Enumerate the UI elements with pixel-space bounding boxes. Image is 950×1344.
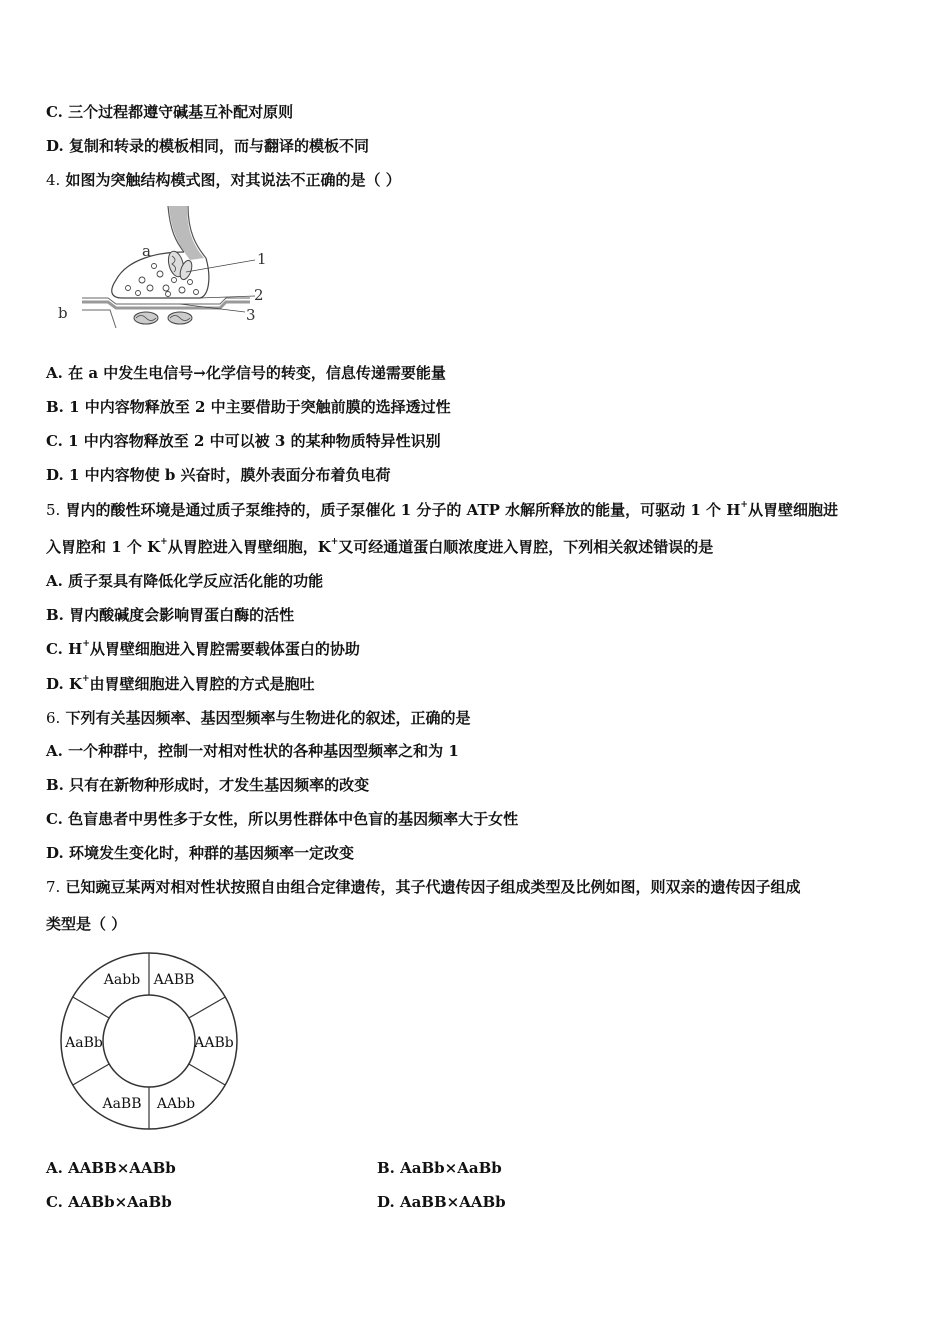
option-text: 胃内酸碱度会影响胃蛋白酶的活性	[69, 606, 295, 624]
q5-option-c	[46, 639, 360, 659]
genotype-ring-diagram	[56, 948, 242, 1134]
option-text: 一个种群中，控制一对相对性状的各种基因型频率之和为 1	[68, 742, 459, 760]
question-text: 类型是（ ）	[46, 915, 127, 933]
superscript: +	[160, 537, 168, 547]
superscript: +	[82, 639, 90, 649]
question-text: 已知豌豆某两对相对性状按照自由组合定律遗传，其子代遗传因子组成类型及比例如图，则双亲的遗传因子组成	[65, 878, 801, 896]
synapse-diagram	[50, 200, 280, 335]
q7-option-b	[377, 1158, 502, 1178]
ring-segment-2: AABB	[153, 972, 195, 988]
option-label: A.	[46, 364, 63, 382]
ring-segment-3: AABb	[194, 1035, 234, 1051]
label-a: a	[142, 242, 151, 260]
option-text: 1 中内容物释放至 2 中可以被 3 的某种物质特异性识别	[68, 432, 441, 450]
q7-stem-line2	[46, 914, 126, 934]
label-b: b	[58, 304, 68, 322]
option-text: 色盲患者中男性多于女性，所以男性群体中色盲的基因频率大于女性	[68, 810, 519, 828]
question-text: 又可经通道蛋白顺浓度进入胃腔，下列相关叙述错误的是	[338, 538, 714, 556]
q3-option-d	[46, 136, 369, 156]
q7-option-a	[46, 1158, 176, 1178]
question-text: 下列有关基因频率、基因型频率与生物进化的叙述，正确的是	[65, 709, 471, 727]
option-text: AaBb×AaBb	[400, 1159, 502, 1177]
option-label: A.	[46, 742, 63, 760]
option-label: A.	[46, 572, 63, 590]
q4-option-b	[46, 397, 451, 417]
q6-option-d	[46, 843, 354, 863]
question-text: 入胃腔和 1 个 K	[46, 538, 161, 556]
option-label: A.	[46, 1159, 63, 1177]
question-number: 5.	[46, 501, 61, 519]
option-label: D.	[46, 675, 64, 693]
q6-option-a	[46, 741, 459, 761]
ring-segment-6: AaBb	[65, 1035, 103, 1051]
option-text: AABB×AABb	[68, 1159, 176, 1177]
question-text: 胃内的酸性环境是通过质子泵维持的，质子泵催化 1 分子的 ATP 水解所释放的能量，可驱动 1 个 H	[65, 501, 741, 519]
option-text: 1 中内容物使 b 兴奋时，膜外表面分布着负电荷	[68, 466, 391, 484]
option-text: 在 a 中发生电信号→化学信号的转变，信息传递需要能量	[68, 364, 446, 382]
label-2: 2	[254, 286, 264, 304]
question-number: 7.	[46, 878, 61, 896]
superscript: +	[330, 537, 339, 547]
option-text: 三个过程都遵守碱基互补配对原则	[68, 103, 294, 121]
option-label: C.	[46, 810, 63, 828]
q6-option-b	[46, 775, 369, 795]
option-text: 只有在新物种形成时，才发生基因频率的改变	[69, 776, 370, 794]
option-label: B.	[46, 606, 64, 624]
q4-option-d	[46, 465, 391, 485]
option-text: 1 中内容物释放至 2 中主要借助于突触前膜的选择透过性	[69, 398, 451, 416]
option-label: D.	[46, 466, 64, 484]
q4-option-c	[46, 431, 441, 451]
q6-option-c	[46, 809, 518, 829]
option-text: 由胃壁细胞进入胃腔的方式是胞吐	[89, 675, 315, 693]
label-3: 3	[246, 306, 256, 324]
q4-stem	[46, 170, 401, 190]
superscript: +	[740, 500, 748, 510]
q5-stem-line1	[46, 500, 838, 520]
option-label: B.	[46, 398, 64, 416]
q6-stem	[46, 708, 471, 728]
question-text: 从胃腔进入胃壁细胞，K	[167, 538, 331, 556]
q7-stem-line1	[46, 877, 801, 897]
question-text: 如图为突触结构模式图，对其说法不正确的是（ ）	[65, 171, 401, 189]
option-text: AaBB×AABb	[399, 1193, 506, 1211]
option-text: K	[68, 675, 82, 693]
question-number: 6.	[46, 709, 61, 727]
question-text: 从胃壁细胞进	[747, 501, 838, 519]
option-text: AABb×AaBb	[68, 1193, 172, 1211]
option-text: 环境发生变化时，种群的基因频率一定改变	[68, 844, 354, 862]
option-label: C.	[46, 1193, 63, 1211]
ring-segment-4: AAbb	[156, 1096, 196, 1112]
q5-stem-line2	[46, 537, 713, 557]
label-1: 1	[257, 250, 267, 268]
option-text: 复制和转录的模板相同，而与翻译的模板不同	[68, 137, 369, 155]
question-number: 4.	[46, 171, 61, 189]
superscript: +	[81, 674, 90, 684]
option-text: 从胃壁细胞进入胃腔需要载体蛋白的协助	[89, 640, 360, 658]
ring-segment-5: AaBB	[102, 1096, 142, 1112]
option-label: D.	[46, 844, 64, 862]
option-label: C.	[46, 432, 63, 450]
option-text: H	[68, 640, 83, 658]
q3-option-c	[46, 102, 293, 122]
q4-option-a	[46, 363, 446, 383]
q5-option-a	[46, 571, 323, 591]
option-text: 质子泵具有降低化学反应活化能的功能	[68, 572, 324, 590]
q7-option-d	[377, 1192, 506, 1212]
q5-option-d	[46, 674, 315, 694]
option-label: D.	[46, 137, 64, 155]
option-label: B.	[377, 1159, 395, 1177]
ring-segment-1: Aabb	[103, 972, 141, 988]
q5-option-b	[46, 605, 294, 625]
option-label: B.	[46, 776, 64, 794]
option-label: C.	[46, 640, 63, 658]
q7-option-c	[46, 1192, 172, 1212]
option-label: D.	[377, 1193, 395, 1211]
option-label: C.	[46, 103, 63, 121]
